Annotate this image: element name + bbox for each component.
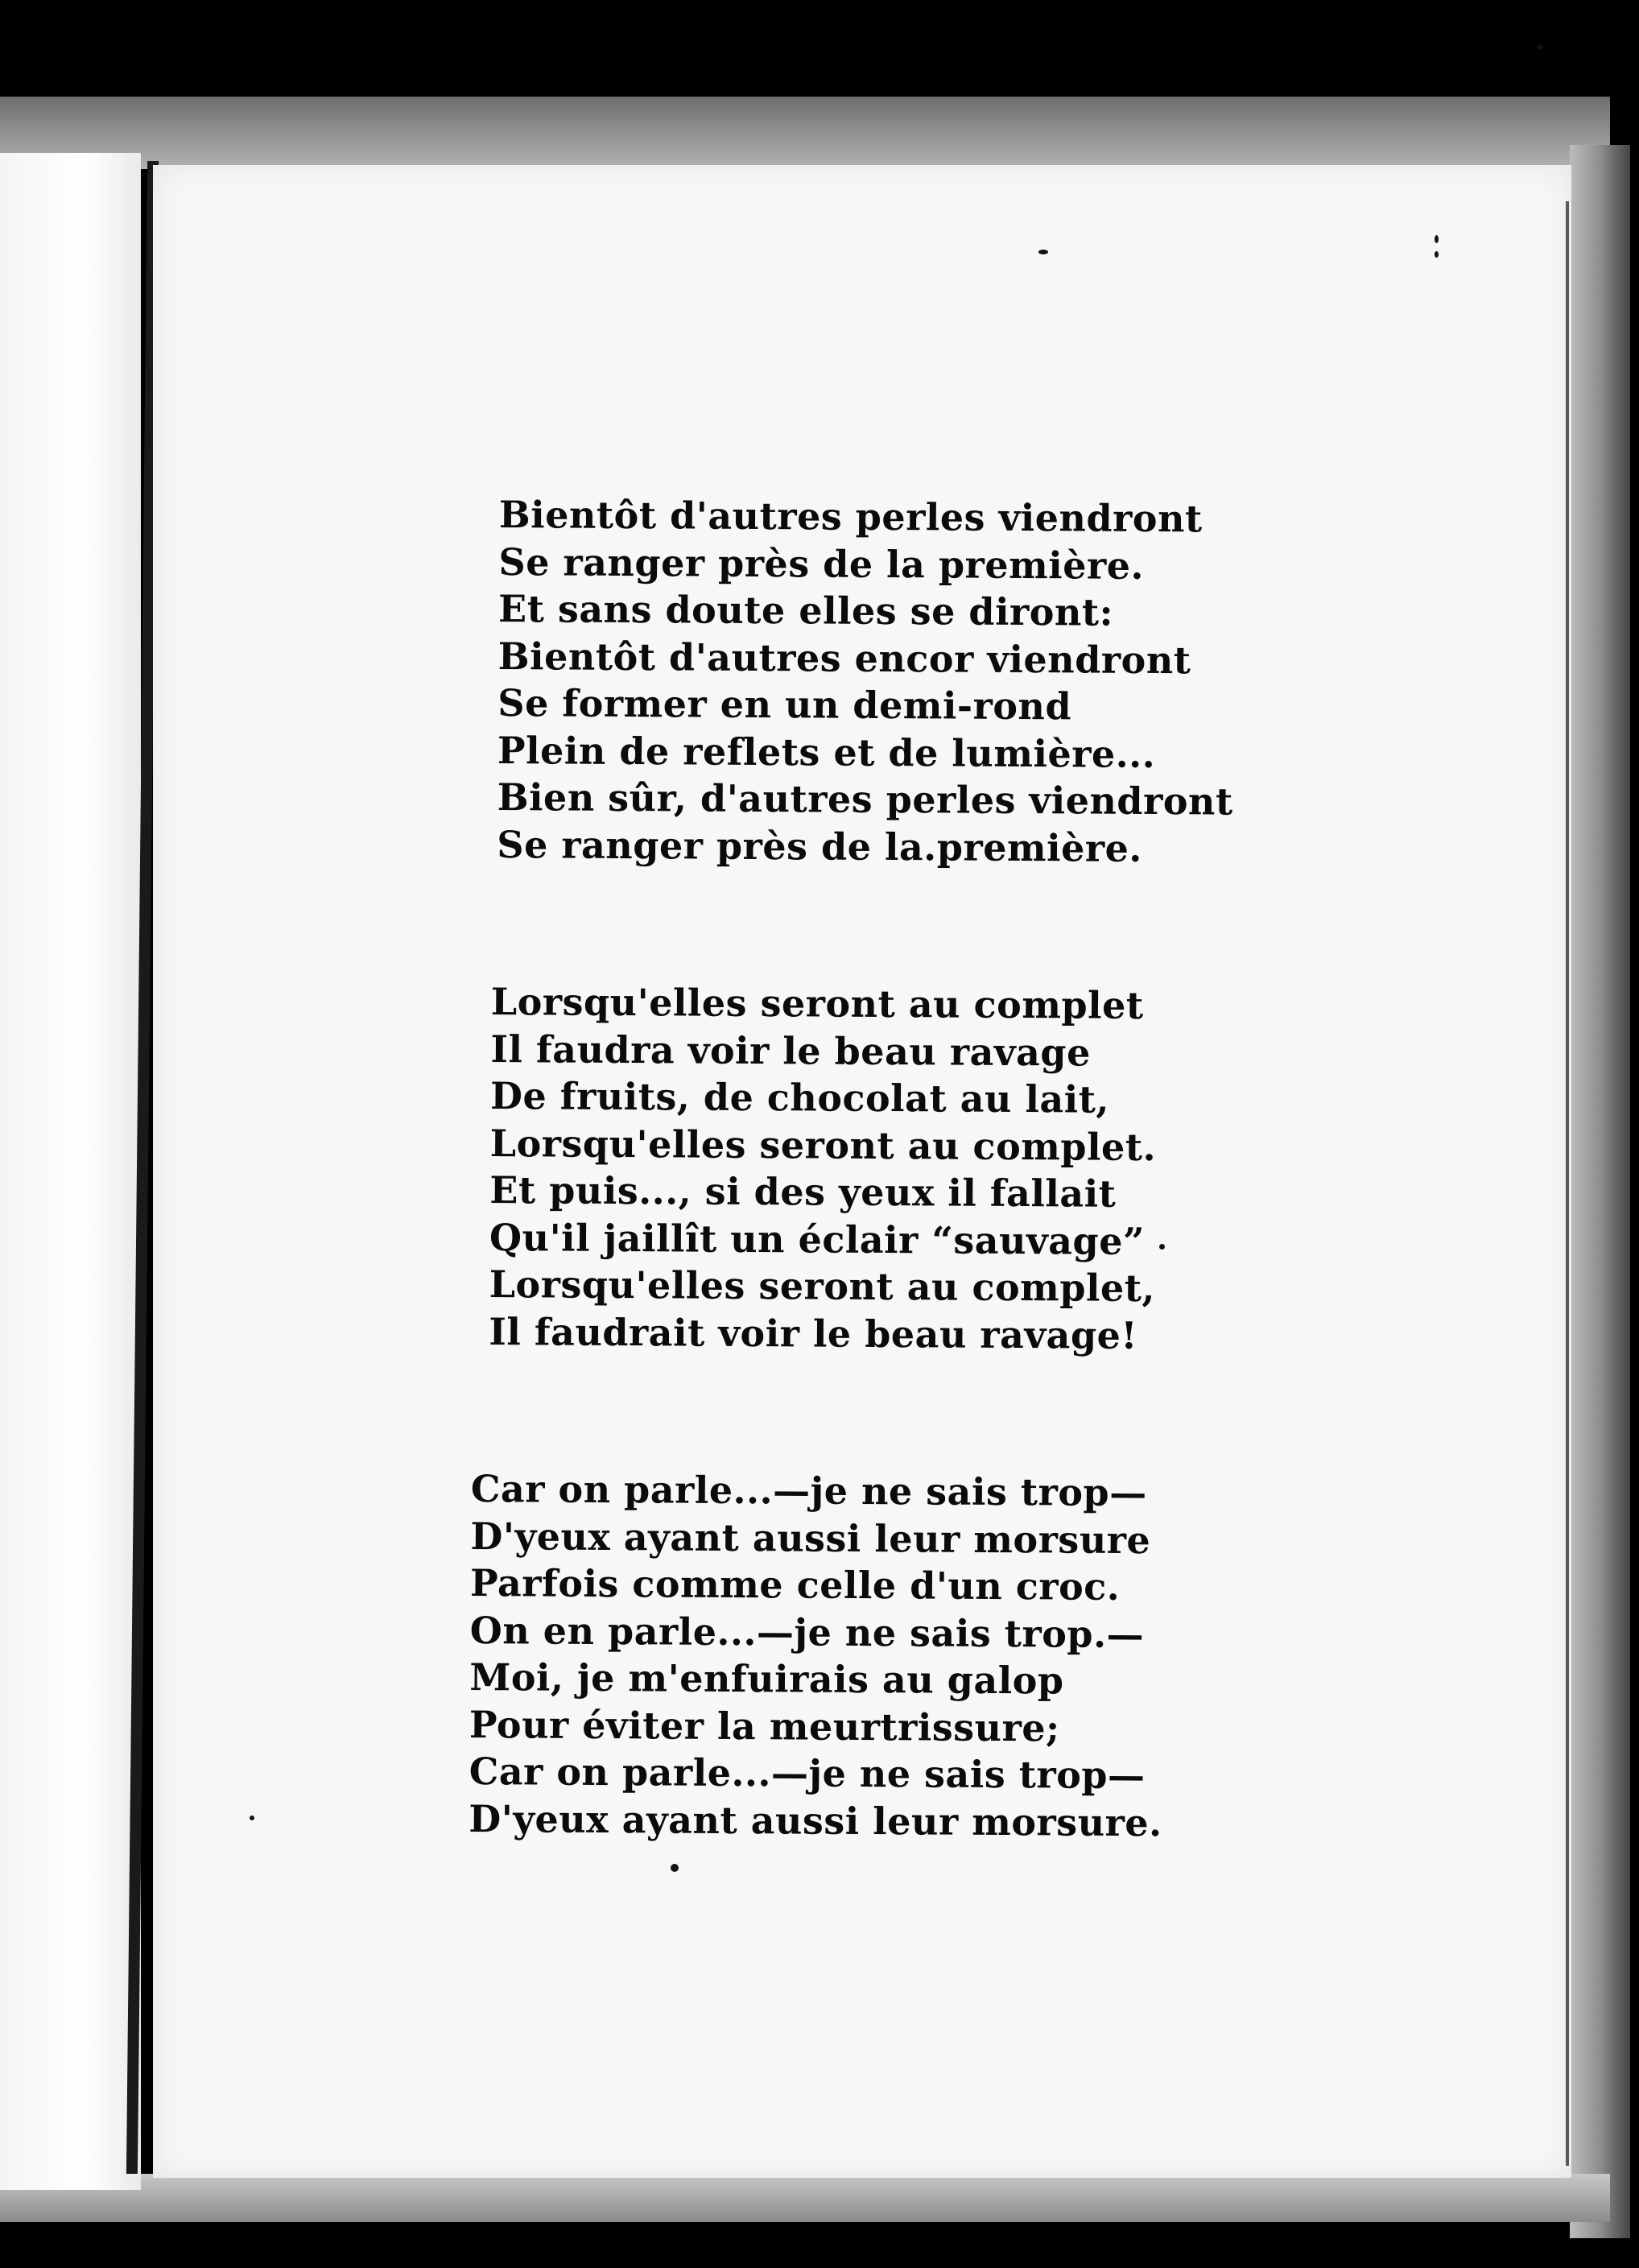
verse-line: Se former en un demi-rond bbox=[497, 680, 1072, 729]
verse-line: Moi, je m'enfuirais au galop bbox=[469, 1655, 1064, 1703]
verse-line: Se ranger près de la.première. bbox=[497, 822, 1143, 870]
scan-speck bbox=[1038, 250, 1048, 254]
scan-speck bbox=[671, 1864, 679, 1872]
stanza-1 bbox=[497, 491, 1235, 873]
verse-line: Lorsqu'elles seront au complet. bbox=[489, 1121, 1157, 1169]
verse-line: Parfois comme celle d'un croc. bbox=[469, 1560, 1121, 1609]
scan-speck bbox=[1159, 1244, 1165, 1250]
scan-speck bbox=[1538, 44, 1543, 50]
scan-speck bbox=[1435, 235, 1439, 243]
verse-line: Il faudrait voir le beau ravage! bbox=[489, 1309, 1138, 1357]
scan-speck bbox=[1435, 251, 1439, 258]
verse-line: Plein de reflets et de lumière... bbox=[497, 728, 1156, 776]
verse-line: D'yeux ayant aussi leur morsure bbox=[470, 1514, 1151, 1562]
verse-line: Lorsqu'elles seront au complet, bbox=[489, 1262, 1156, 1311]
verse-line: Qu'il jaillît un éclair “sauvage” bbox=[489, 1215, 1146, 1263]
verse-line: On en parle...—je ne sais trop.— bbox=[469, 1608, 1145, 1656]
verse-line: Et puis..., si des yeux il fallait bbox=[489, 1167, 1117, 1216]
stanza-3 bbox=[469, 1465, 1164, 1846]
verse-line: Pour éviter la meurtrissure; bbox=[469, 1702, 1060, 1750]
scan-border-bottom bbox=[0, 2174, 1610, 2222]
verse-line: Car on parle...—je ne sais trop— bbox=[469, 1749, 1146, 1798]
verse-line: Il faudra voir le beau ravage bbox=[490, 1027, 1091, 1075]
stanza-2 bbox=[489, 978, 1157, 1359]
verse-line: Lorsqu'elles seront au complet bbox=[490, 980, 1144, 1027]
facing-page-edge bbox=[0, 153, 141, 2190]
verse-line: Bien sûr, d'autres perles viendront bbox=[497, 775, 1233, 824]
verse-line: D'yeux ayant aussi leur morsure. bbox=[469, 1796, 1162, 1845]
verse-line: Et sans doute elles se diront: bbox=[497, 586, 1114, 634]
verse-line: Se ranger près de la première. bbox=[498, 539, 1145, 588]
verse-line: De fruits, de chocolat au lait, bbox=[489, 1073, 1110, 1122]
scan-speck bbox=[250, 1816, 254, 1820]
page-right-edge bbox=[1566, 201, 1569, 2166]
verse-line: Bientôt d'autres perles viendront bbox=[498, 492, 1203, 541]
verse-line: Bientôt d'autres encor viendront bbox=[497, 634, 1191, 682]
scan-border-right bbox=[1570, 145, 1630, 2238]
scan-border-top bbox=[0, 97, 1610, 169]
verse-line: Car on parle...—je ne sais trop— bbox=[470, 1467, 1147, 1515]
